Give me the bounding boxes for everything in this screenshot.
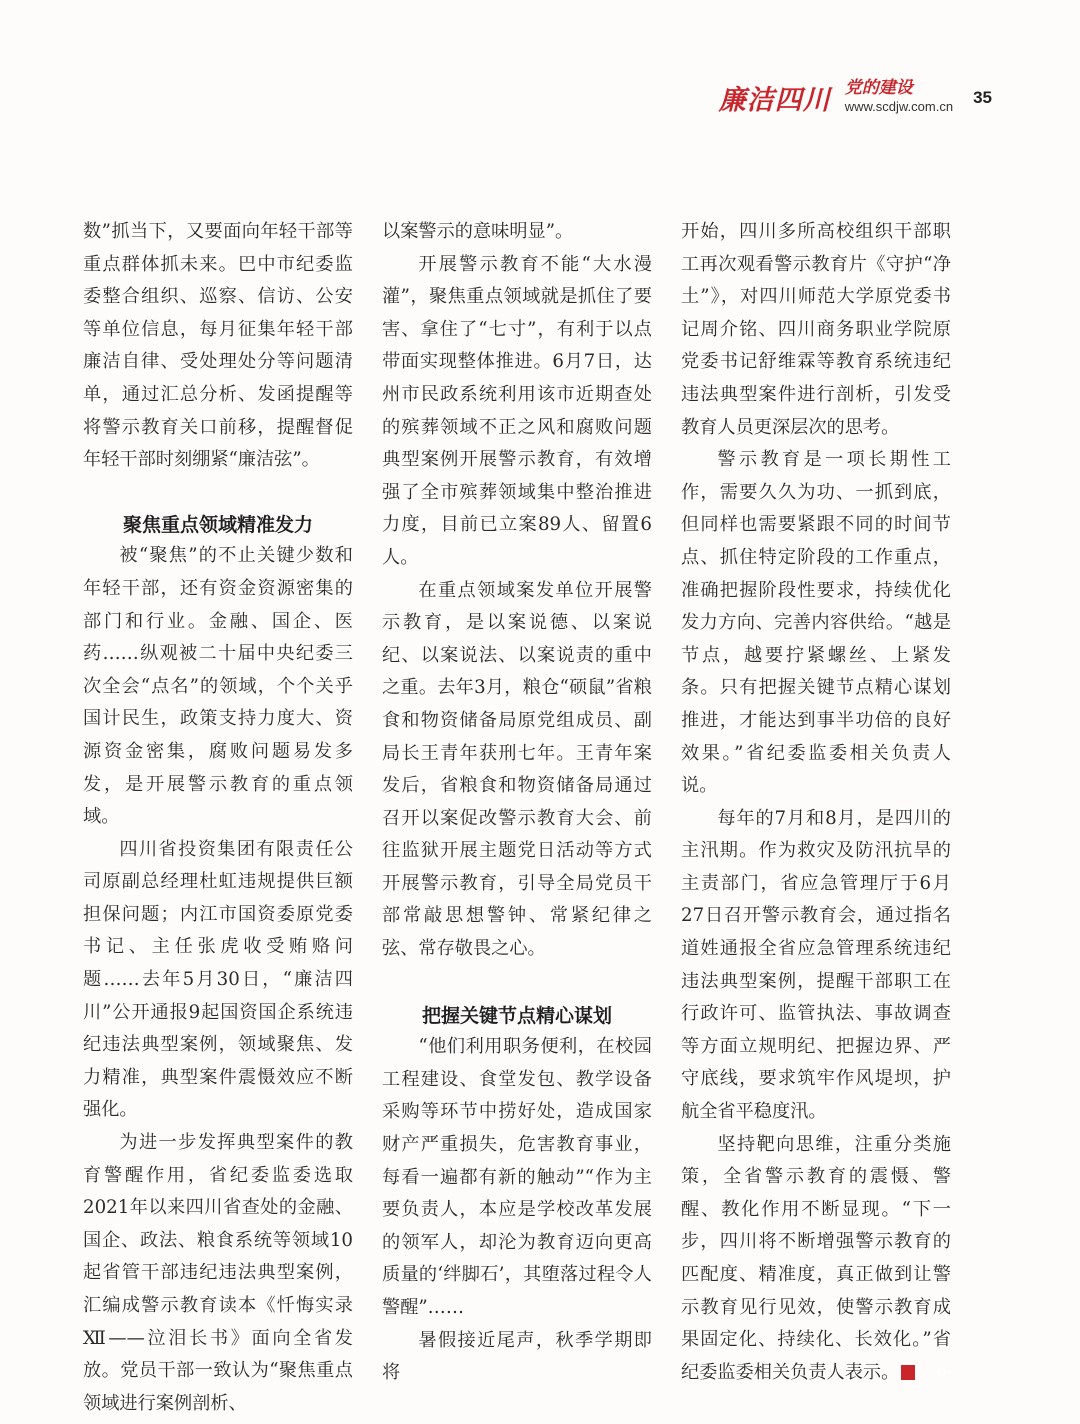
end-of-article-mark: D — [901, 1365, 915, 1380]
paragraph: 开始，四川多所高校组织干部职工再次观看警示教育片《守护“净土”》，对四川师范大学原党委书记周介铭、四川商务职业学院原党委书记舒维霖等教育系统违纪违法典型案件进行剖析，引发受教育人员更深层次的思考。 — [681, 221, 951, 438]
paragraph: 开展警示教育不能“大水漫灌”，聚焦重点领域就是抓住了要害、拿住了“七寸”，有利于以点带面实现整体推进。6月7日，达州市民政系统利用该市近期查处的殡葬领域不正之风和腐败问题典型案例开展警示教育，有效增强了全市殡葬领域集中整治推进力度，目前已立案89人、留置6人。 — [382, 253, 652, 568]
section-heading: 把握关键节点精心谋划 — [421, 1004, 612, 1027]
brand-logo-lianjie-sichuan: 廉洁四川 — [718, 85, 831, 116]
column-3 — [681, 216, 951, 1389]
paragraph: 每年的7月和8月，是四川的主汛期。作为救灾及防汛抗旱的主责部门，省应急管理厅于6月27日召开警示教育会，通过指名道姓通报全省应急管理系统违纪违法典型案例，提醒干部职工在行政许可、监管执法、事故调查等方面立规明纪、把握边界、严守底线，要求筑牢作风堤坝，护航全省平稳度汛。 — [681, 807, 951, 1123]
page-header — [719, 78, 992, 117]
paragraph-text: 坚持靶向思维，注重分类施策，全省警示教育的震慑、警醒、教化作用不断显现。“下一步，四川将不断增强警示教育的匹配度、精准度，真正做到让警示教育见行见效，使警示教育成果固定化、持续化、长效化。”省纪委监委相关负责人表示。 — [681, 1133, 951, 1383]
column-1 — [83, 216, 353, 1420]
paragraph: 警示教育是一项长期性工作，需要久久为功、一抓到底，但同样也需要紧跟不同的时间节点、抓住特定阶段的工作重点，准确把握阶段性要求，持续优化发力方向、完善内容供给。“越是节点，越要拧紧螺丝、上紧发条。只有把握关键节点精心谋划推进，才能达到事半功倍的良好效果。”省纪委监委相关负责人说。 — [681, 449, 951, 797]
site-url: www.scdjw.com.cn — [844, 99, 954, 114]
paragraph: 以案警示的意味明显”。 — [382, 221, 574, 242]
paragraph: 为进一步发挥典型案件的教育警醒作用，省纪委监委选取2021年以来四川省查处的金融、国企、政法、粮食系统等领域10起省管干部违纪违法典型案例，汇编成警示教育读本《忏悔实录Ⅻ——泣泪长书》面向全省发放。党员干部一致认为“聚焦重点领域进行案例剖析、 — [83, 1132, 353, 1414]
page-number: 35 — [973, 87, 992, 107]
paragraph: 被“聚焦”的不止关键少数和年轻干部，还有资金资源密集的部门和行业。金融、国企、医药……纵观被二十届中央纪委三次全会“点名”的领域，个个关乎国计民生，政策支持力度大、资源资金密集，腐败问题易发多发，是开展警示教育的重点领域。 — [83, 545, 353, 828]
brand-title: 党的建设 — [844, 78, 913, 98]
column-2 — [382, 216, 652, 1390]
brand-logo-dangdejianshe — [845, 80, 953, 115]
paragraph — [681, 1129, 951, 1390]
paragraph: 四川省投资集团有限责任公司原副总经理杜虹违规提供巨额担保问题；内江市国资委原党委书记、主任张虎收受贿赂问题……去年5月30日，“廉洁四川”公开通报9起国资国企系统违纪违法典型案例，领域聚焦、发力精准，典型案件震慑效应不断强化。 — [83, 838, 353, 1121]
paragraph: 数”抓当下，又要面向年轻干部等重点群体抓未来。巴中市纪委监委整合组织、巡察、信访、公安等单位信息，每月征集年轻干部廉洁自律、受处理处分等问题清单，通过汇总分析、发函提醒等将警示教育关口前移，提醒督促年轻干部时刻绷紧“廉洁弦”。 — [83, 221, 353, 471]
paragraph: 在重点领域案发单位开展警示教育，是以案说德、以案说纪、以案说法、以案说责的重中之重。去年3月，粮仓“硕鼠”省粮食和物资储备局原党组成员、副局长王青年获刑七年。王青年案发后，省粮食和物资储备局通过召开以案促改警示教育大会、前往监狱开展主题党日活动等方式开展警示教育，引导全局党员干部常敲思想警钟、常紧纪律之弦、常存敬畏之心。 — [382, 579, 652, 960]
section-heading: 聚焦重点领域精准发力 — [122, 513, 313, 536]
paragraph: 暑假接近尾声，秋季学期即将 — [382, 1329, 652, 1384]
paragraph: “他们利用职务便利，在校园工程建设、食堂发包、教学设备采购等环节中捞好处，造成国家财产严重损失，危害教育事业，每看一遍都有新的触动”“作为主要负责人，本应是学校改革发展的领军人，却沦为教育迈向更高质量的‘绊脚石’，其堕落过程令人警醒”…… — [382, 1036, 652, 1318]
